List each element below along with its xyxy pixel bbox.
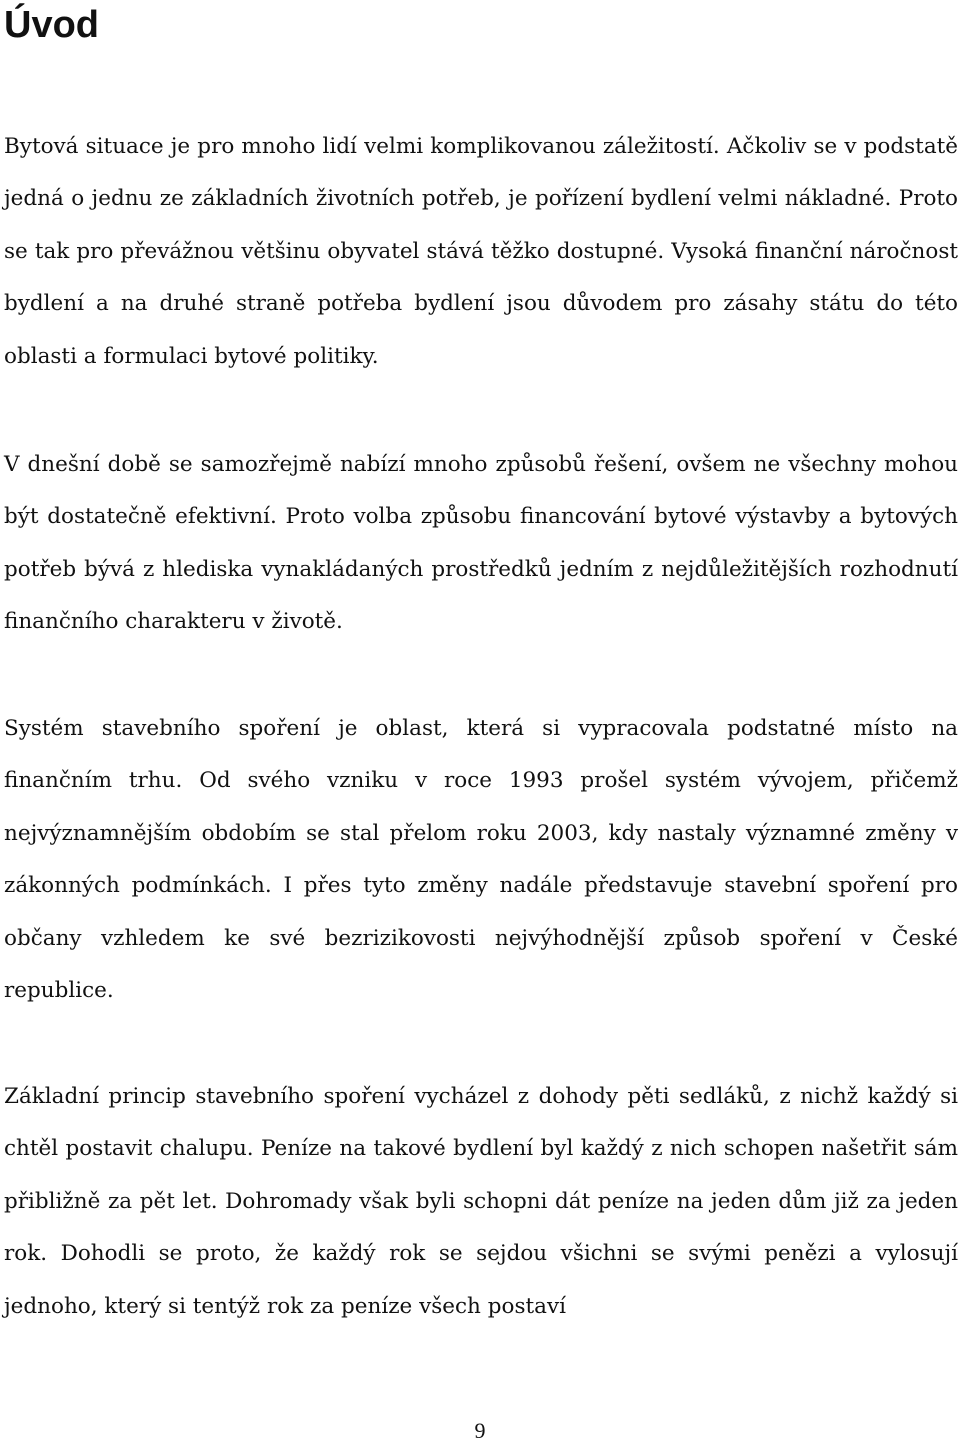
paragraph-1: Bytová situace je pro mnoho lidí velmi komplikovanou záležitostí. Ačkoliv se v podstatě jedná o jednu ze základních životních potřeb, je pořízení bydlení velmi nákladné. Proto se tak pro převážnou většinu obyvatel stává těžko dostupné. Vysoká finanční náročnost bydlení a na druhé straně potřeba bydlení jsou důvodem pro zásahy státu do této oblasti a formulaci bytové politiky. <box>4 134 958 369</box>
chapter-heading: Úvod <box>4 4 99 46</box>
paragraph-3: Systém stavebního spoření je oblast, která si vypracovala podstatné místo na finančním trhu. Od svého vzniku v roce 1993 prošel systém vývojem, přičemž nejvýznamnějším obdobím se stal přelom roku 2003, kdy nastaly významné změny v zákonných podmínkách. I přes tyto změny nadále představuje stavební spoření pro občany vzhledem ke své bezrizikovosti nejvýhodnější způsob spoření v České republice. <box>4 716 958 1004</box>
page-number: 9 <box>474 1418 486 1443</box>
paragraph-4: Základní princip stavebního spoření vycházel z dohody pěti sedláků, z nichž každý si chtěl postavit chalupu. Peníze na takové bydlení byl každý z nich schopen našetřit sám přibližně za pět let. Dohromady však byli schopni dát peníze na jeden dům již za jeden rok. Dohodli se proto, že každý rok se sejdou všichni se svými penězi a vylosují jednoho, který si tentýž rok za peníze všech postaví <box>4 1084 958 1319</box>
paragraph-2: V dnešní době se samozřejmě nabízí mnoho způsobů řešení, ovšem ne všechny mohou být dostatečně efektivní. Proto volba způsobu financování bytové výstavby a bytových potřeb bývá z hlediska vynakládaných prostředků jedním z nejdůležitějších rozhodnutí finančního charakteru v životě. <box>4 452 958 635</box>
